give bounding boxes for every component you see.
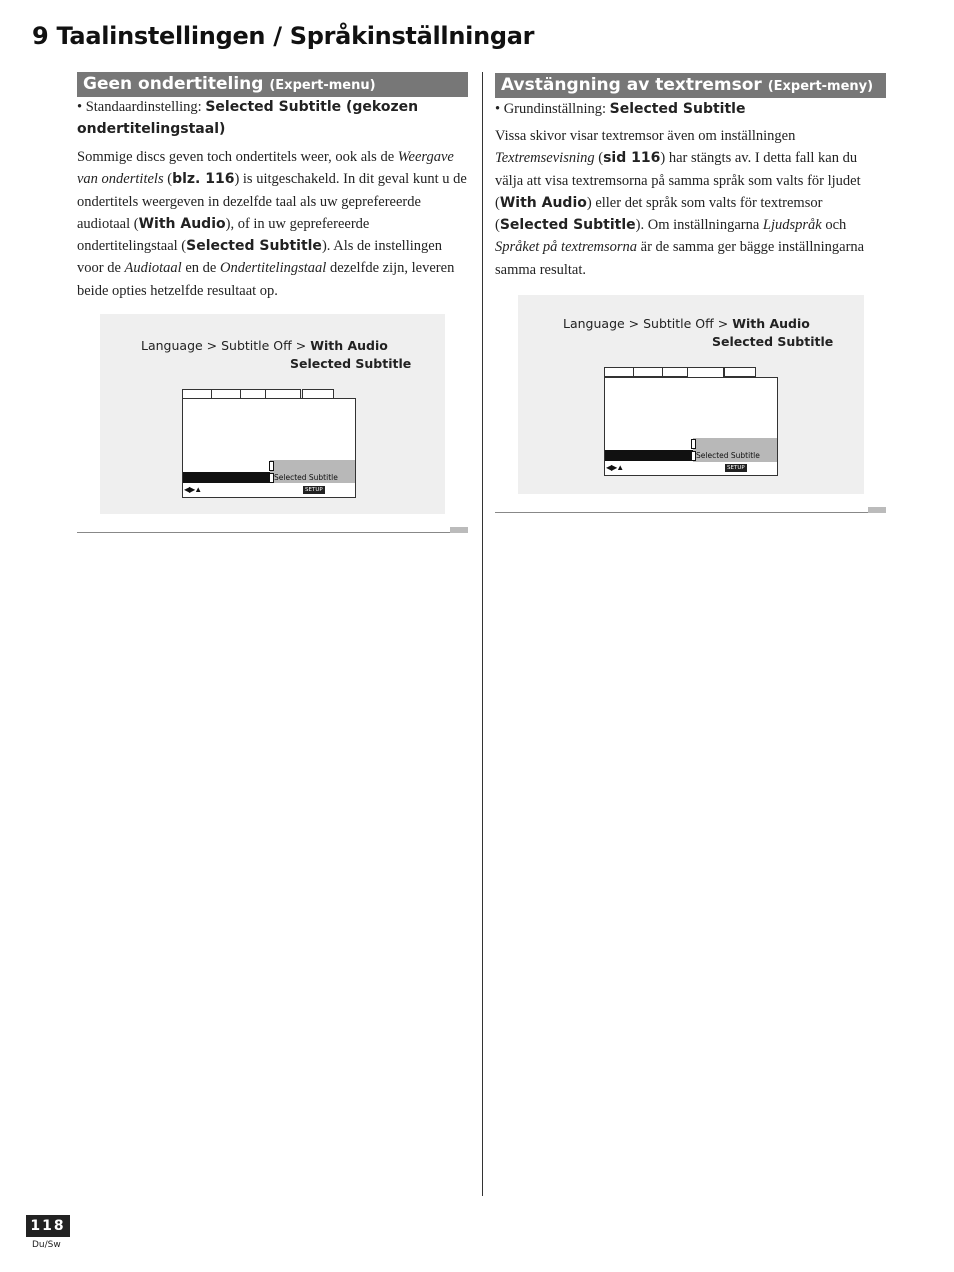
column-divider xyxy=(482,72,483,1196)
osd-option-label: Selected Subtitle xyxy=(274,473,338,482)
default-setting-right-prefix: • Grundinställning: xyxy=(495,101,610,117)
section-heading-left-sub: (Expert-menu) xyxy=(269,78,376,93)
default-setting-left-prefix: • Standaardinstelling: xyxy=(77,99,206,115)
osd-tab xyxy=(604,367,634,377)
language-code: Du/Sw xyxy=(32,1240,61,1250)
osd-tab xyxy=(662,367,688,377)
body-left-p2: ( xyxy=(163,171,173,188)
body-text-left xyxy=(77,146,469,302)
osd-highlight-bar xyxy=(605,450,693,461)
body-right-b1: sid 116 xyxy=(603,150,661,167)
body-right-b3: Selected Subtitle xyxy=(499,217,636,234)
page-title: 9 Taalinstellingen / Språkinställningar xyxy=(32,22,535,50)
body-left-p6: en de xyxy=(181,260,220,277)
section-end-rule-left xyxy=(77,532,468,533)
menu-path-right-option-2: Selected Subtitle xyxy=(712,334,834,349)
osd-tab xyxy=(633,367,663,377)
body-right-p6: och xyxy=(821,217,847,234)
body-left-i3: Ondertitelingstaal xyxy=(219,260,327,277)
section-heading-left xyxy=(77,72,468,97)
body-left-p7: dezelfde zijn, leveren beide opties hetzelfde resultaat op. xyxy=(77,260,455,299)
osd-nav-icons: ◀▶▲ xyxy=(606,463,624,472)
default-setting-left-value-2: ondertitelingstaal) xyxy=(77,121,226,137)
osd-setup-badge: SETUP xyxy=(305,487,323,493)
body-left-p1: Sommige discs geven toch ondertitels weer, ook als de xyxy=(77,149,398,165)
section-end-rule-right xyxy=(495,512,886,513)
osd-nav-icons: ◀▶▲ xyxy=(184,485,202,494)
menu-path-left-option-1: With Audio xyxy=(310,338,388,353)
body-right-p5: ). Om inställningarna xyxy=(635,217,763,234)
body-right-i1: Textremsevisning xyxy=(495,150,595,167)
osd-cursor xyxy=(269,461,274,471)
body-right-p2: ( xyxy=(594,150,604,167)
screen-illustration-right xyxy=(518,295,864,494)
body-left-b3: Selected Subtitle xyxy=(186,238,322,255)
menu-path-right xyxy=(563,316,810,331)
screen-illustration-left xyxy=(100,314,445,514)
body-left-i1: Weergave van ondertitels xyxy=(77,149,454,188)
body-left-p5: ). Als de instellingen voor de xyxy=(77,238,442,277)
body-left-b1: blz. 116 xyxy=(172,171,235,188)
menu-path-left xyxy=(141,338,388,353)
default-setting-left xyxy=(77,96,472,140)
menu-path-left-text: Language > Subtitle Off > xyxy=(141,338,311,353)
section-heading-left-title: Geen ondertiteling xyxy=(83,74,264,94)
section-end-marker-right xyxy=(868,507,886,513)
page-number: 118 xyxy=(26,1215,70,1237)
default-setting-right xyxy=(495,98,890,120)
osd-highlight-bar xyxy=(183,472,270,483)
body-right-p1: Vissa skivor visar textremsor även om inställningen xyxy=(495,128,796,144)
body-right-i3: Språket på textremsorna xyxy=(495,239,638,256)
osd-setup-badge: SETUP xyxy=(727,465,745,471)
section-heading-right-sub: (Expert-meny) xyxy=(767,79,874,94)
body-right-p3: ) har stängts av. I detta fall kan du välja att visa textremsorna på samma språk som valts för ljudet ( xyxy=(495,150,861,211)
section-heading-right xyxy=(495,73,886,98)
body-left-p3: ) is uitgeschakeld. In dit geval kunt u de ondertitels weergeven in dezelfde taal als uw geprefereerde audiotaal ( xyxy=(77,171,467,232)
body-left-p4: ), of in uw geprefereerde ondertitelingstaal ( xyxy=(77,215,370,255)
menu-path-right-option-1: With Audio xyxy=(732,316,810,331)
body-right-i2: Ljudspråk xyxy=(762,217,822,234)
osd-option-label: Selected Subtitle xyxy=(696,451,760,460)
body-right-p4: ) eller det språk som valts för textremsor ( xyxy=(495,194,823,234)
default-setting-right-value: Selected Subtitle xyxy=(609,101,746,117)
osd-cursor xyxy=(691,439,696,449)
body-left-b2: With Audio xyxy=(138,215,226,232)
menu-path-right-text: Language > Subtitle Off > xyxy=(563,316,733,331)
osd-tab xyxy=(724,367,756,377)
body-text-right xyxy=(495,125,887,281)
default-setting-left-value-1: Selected Subtitle (gekozen xyxy=(205,99,419,115)
osd-tab-active xyxy=(687,367,724,377)
osd-window-left xyxy=(182,398,356,498)
section-heading-right-title: Avstängning av textremsor xyxy=(501,75,762,95)
section-end-marker-left xyxy=(450,527,468,533)
body-right-p7: är de samma ger bägge inställningarna samma resultat. xyxy=(495,239,865,278)
body-right-b2: With Audio xyxy=(499,194,587,211)
body-left-i2: Audiotaal xyxy=(124,260,182,277)
menu-path-left-option-2: Selected Subtitle xyxy=(290,356,412,371)
